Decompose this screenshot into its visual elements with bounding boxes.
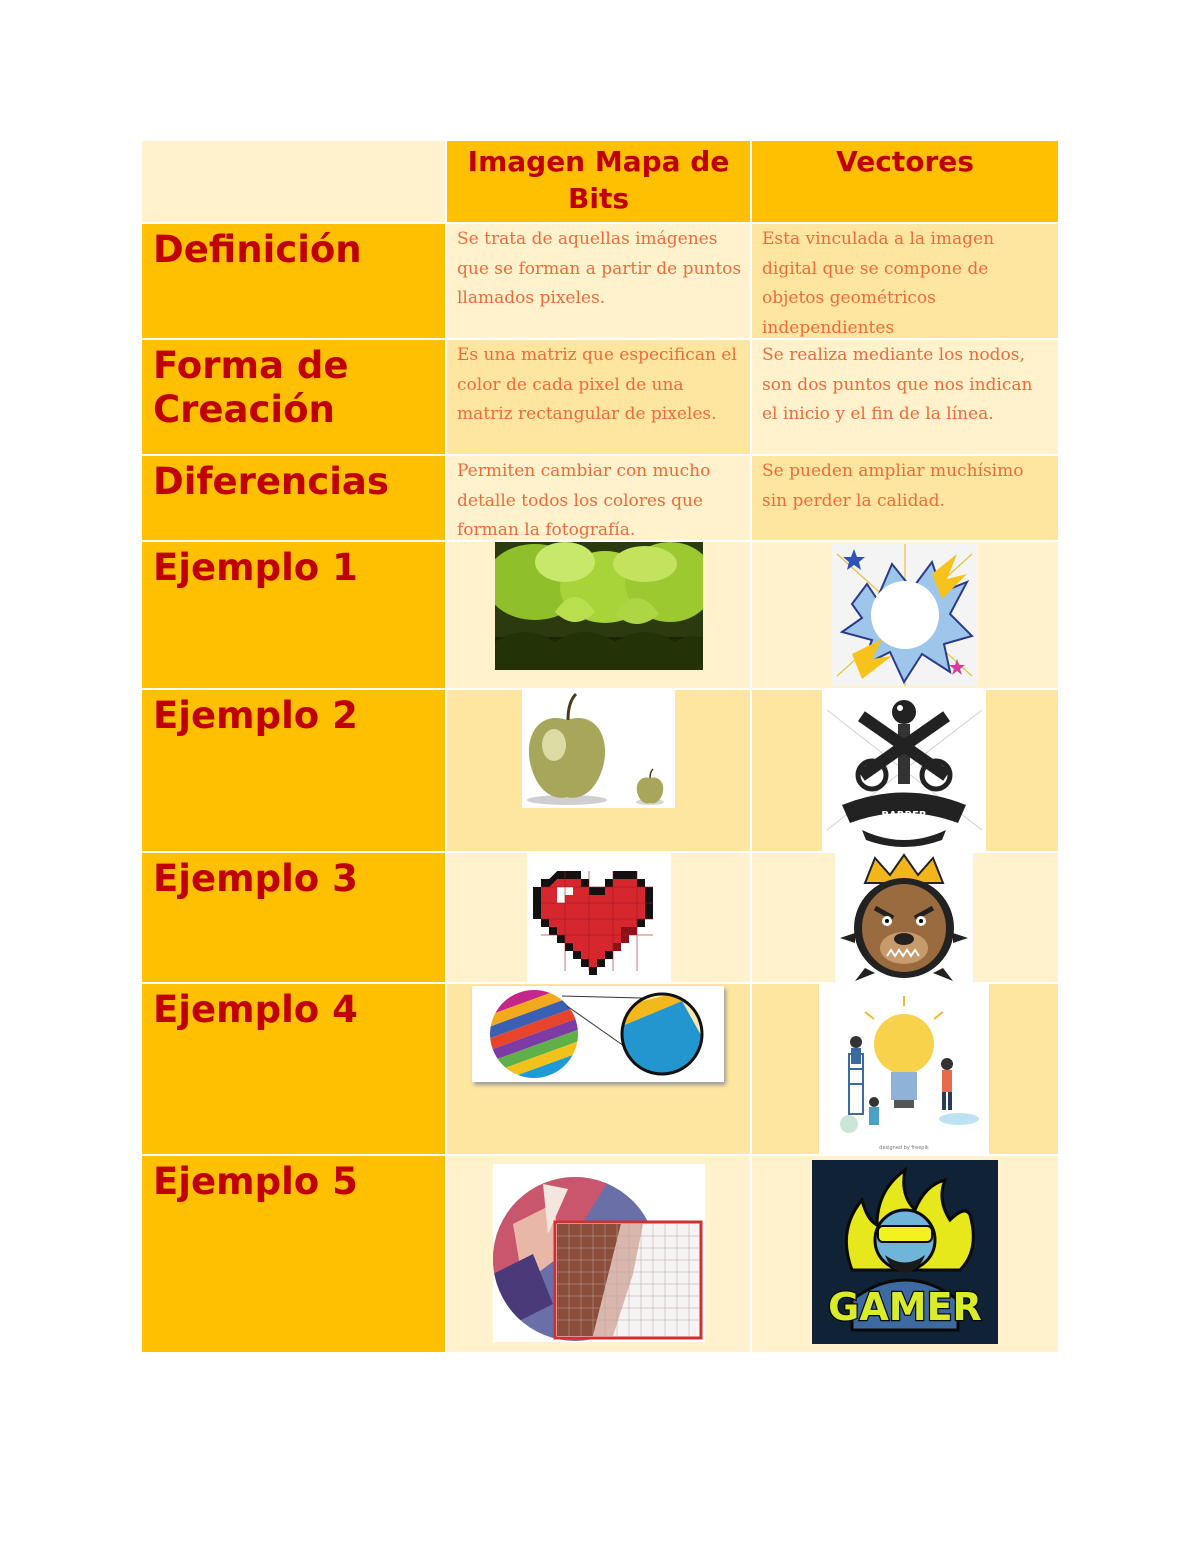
row-label-ejemplo-1: Ejemplo 1 (153, 546, 358, 589)
header-bitmap-cell (445, 141, 750, 222)
lightbulb-team-illustration (819, 984, 989, 1154)
row-label-cell (142, 542, 445, 688)
row-ejemplo-2 (142, 690, 1058, 853)
header-empty-cell (142, 141, 445, 222)
header-row (142, 141, 1058, 224)
header-vector-cell (750, 141, 1058, 222)
row-ejemplo-5 (142, 1156, 1058, 1352)
ejemplo1-vector-cell (750, 542, 1058, 688)
green-flower-photo (495, 542, 703, 670)
row-label-cell (142, 690, 445, 851)
comic-explosion-vector (832, 544, 978, 686)
definicion-bitmap-cell (445, 224, 750, 338)
row-label-ejemplo-3: Ejemplo 3 (153, 857, 358, 900)
forma-bitmap-cell (445, 340, 750, 454)
row-label-cell (142, 456, 445, 540)
diferencias-vector-cell (750, 456, 1058, 540)
row-label-cell (142, 224, 445, 338)
row-label-definicion: Definición (153, 228, 362, 271)
gamer-mascot-logo (812, 1160, 998, 1344)
green-apple-photo (522, 690, 675, 808)
ejemplo5-bitmap-cell (445, 1156, 750, 1352)
definicion-vector-cell (750, 224, 1058, 338)
barber-shop-logo-vector (822, 690, 986, 851)
diferencias-vector-text: Se pueden ampliar muchísimo sin perder la calidad. (762, 461, 1024, 511)
row-label-ejemplo-2: Ejemplo 2 (153, 694, 358, 737)
ejemplo2-vector-cell (750, 690, 1058, 851)
forma-vector-cell (750, 340, 1058, 454)
row-label-cell (142, 1156, 445, 1352)
row-label-ejemplo-4: Ejemplo 4 (153, 988, 358, 1031)
row-forma-creacion (142, 340, 1058, 456)
diferencias-bitmap-text: Permiten cambiar con mucho detalle todos los colores que forman la fotografía. (457, 461, 711, 540)
pixel-heart (527, 853, 671, 982)
pixelated-sphere-zoom (472, 986, 724, 1082)
row-label-ejemplo-5: Ejemplo 5 (153, 1160, 358, 1203)
row-ejemplo-3 (142, 853, 1058, 984)
definicion-bitmap-text: Se trata de aquellas imágenes que se forman a partir de puntos llamados pixeles. (457, 229, 742, 308)
row-label-cell (142, 340, 445, 454)
ejemplo3-vector-cell (750, 853, 1058, 982)
row-label-cell (142, 853, 445, 982)
ejemplo1-bitmap-cell (445, 542, 750, 688)
row-label-cell (142, 984, 445, 1154)
definicion-vector-text: Esta vinculada a la imagen digital que se compone de objetos geométricos independientes (762, 229, 995, 338)
forma-bitmap-text: Es una matriz que especifican el color de cada pixel de una matriz rectangular de pixeles. (457, 345, 737, 424)
gamer-logo-text: GAMER (828, 1285, 982, 1329)
forma-vector-text: Se realiza mediante los nodos, son dos puntos que nos indican el inicio y el fin de la línea. (762, 345, 1033, 424)
bulldog-crown-vector (835, 853, 973, 982)
row-diferencias (142, 456, 1058, 542)
row-definicion (142, 224, 1058, 340)
svg-text:designed by freepik: designed by freepik (879, 1145, 929, 1151)
svg-text:BARBER: BARBER (881, 810, 927, 821)
ejemplo2-bitmap-cell (445, 690, 750, 851)
row-ejemplo-4 (142, 984, 1058, 1156)
ejemplo5-vector-cell (750, 1156, 1058, 1352)
ejemplo4-vector-cell (750, 984, 1058, 1154)
row-label-diferencias: Diferencias (153, 460, 389, 503)
header-vector-label: Vectores (836, 145, 974, 178)
comparison-table (142, 141, 1058, 1352)
row-label-forma-creacion: Forma de Creación (153, 344, 349, 431)
ejemplo4-bitmap-cell (445, 984, 750, 1154)
row-ejemplo-1 (142, 542, 1058, 690)
header-bitmap-label: Imagen Mapa de Bits (467, 145, 730, 215)
pixel-grid-zoom (493, 1164, 705, 1342)
diferencias-bitmap-cell (445, 456, 750, 540)
ejemplo3-bitmap-cell (445, 853, 750, 982)
